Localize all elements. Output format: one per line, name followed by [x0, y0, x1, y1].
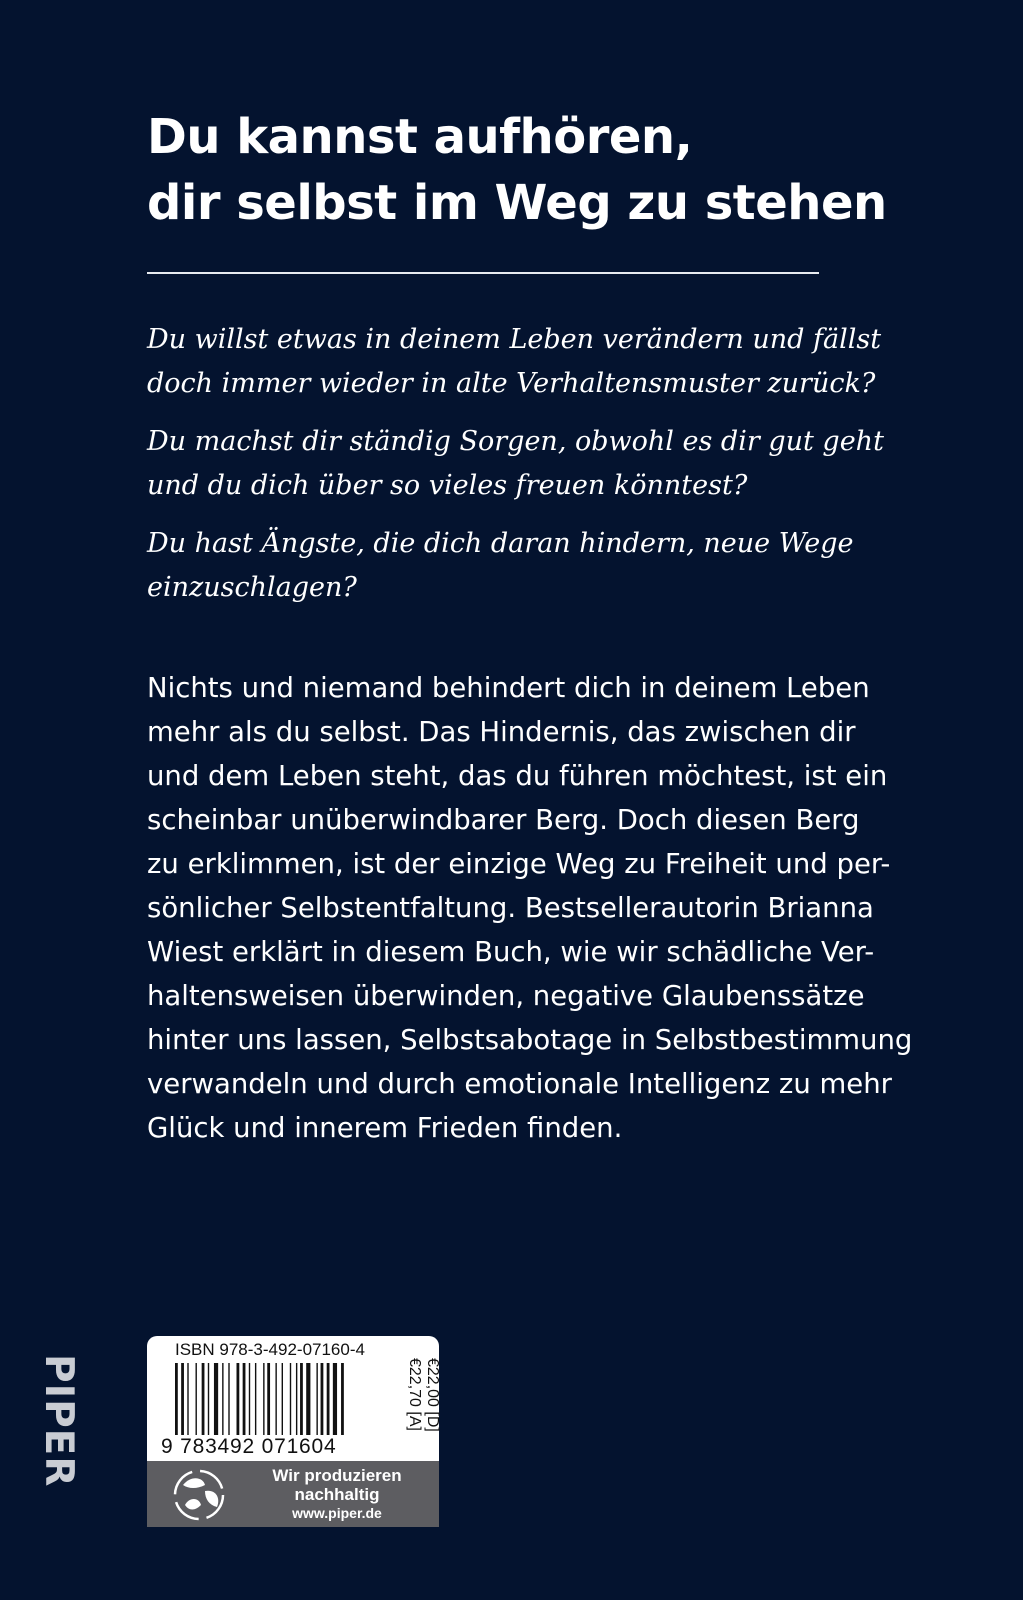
headline-line-2: dir selbst im Weg zu stehen	[147, 175, 887, 231]
price-block	[385, 1358, 441, 1438]
question-line: Du hast Ängste, die dich daran hindern, neue Wege	[147, 528, 854, 559]
price-germany: €22,00 [D]	[424, 1358, 441, 1432]
question-2	[147, 420, 884, 508]
eco-band	[147, 1461, 439, 1527]
barcode-label	[147, 1336, 439, 1527]
question-line: doch immer wieder in alte Verhaltensmuster zurück?	[147, 368, 876, 399]
publisher-url: www.piper.de	[292, 1505, 382, 1521]
question-line: Du machst dir ständig Sorgen, obwohl es dir gut geht	[147, 426, 884, 457]
blurb-paragraph	[147, 666, 913, 1150]
ean-number: 9 783492 071604	[161, 1435, 337, 1458]
price-austria: €22,70 [A]	[406, 1358, 423, 1431]
blurb-line: und dem Leben steht, das du führen möchtest, ist ein	[147, 760, 888, 792]
question-list	[147, 318, 884, 624]
question-line: einzuschlagen?	[147, 572, 357, 603]
barcode-bars	[175, 1363, 385, 1435]
blurb-line: hinter uns lassen, Selbstsabotage in Selbstbestimmung	[147, 1024, 913, 1056]
blurb-line: sönlicher Selbstentfaltung. Bestsellerautorin Brianna	[147, 892, 874, 924]
eco-text	[237, 1466, 437, 1523]
blurb-line: zu erklimmen, ist der einzige Weg zu Freiheit und per-	[147, 848, 891, 880]
blurb-line: mehr als du selbst. Das Hindernis, das zwischen dir	[147, 716, 856, 748]
question-line: Du willst etwas in deinem Leben verändern und fällst	[147, 324, 882, 355]
blurb-line: scheinbar unüberwindbarer Berg. Doch diesen Berg	[147, 804, 860, 836]
leaves-icon	[169, 1467, 229, 1523]
blurb-line: haltensweisen überwinden, negative Glaubenssätze	[147, 980, 865, 1012]
divider-rule	[147, 272, 819, 274]
blurb-line: Wiest erklärt in diesem Buch, wie wir schädliche Ver-	[147, 936, 875, 968]
headline-line-1: Du kannst aufhören,	[147, 109, 693, 165]
question-1	[147, 318, 882, 406]
headline	[147, 104, 907, 236]
blurb-line: verwandeln und durch emotionale Intelligenz zu mehr	[147, 1068, 892, 1100]
blurb-line: Nichts und niemand behindert dich in deinem Leben	[147, 672, 870, 704]
blurb-line: Glück und innerem Frieden finden.	[147, 1112, 623, 1144]
publisher-logo: PIPER	[36, 1354, 81, 1488]
eco-line-2: nachhaltig	[294, 1485, 380, 1504]
question-3	[147, 522, 867, 610]
question-line: und du dich über so vieles freuen könntest?	[147, 470, 748, 501]
eco-line-1: Wir produzieren	[272, 1466, 402, 1485]
isbn-text: ISBN 978-3-492-07160-4	[175, 1340, 365, 1359]
